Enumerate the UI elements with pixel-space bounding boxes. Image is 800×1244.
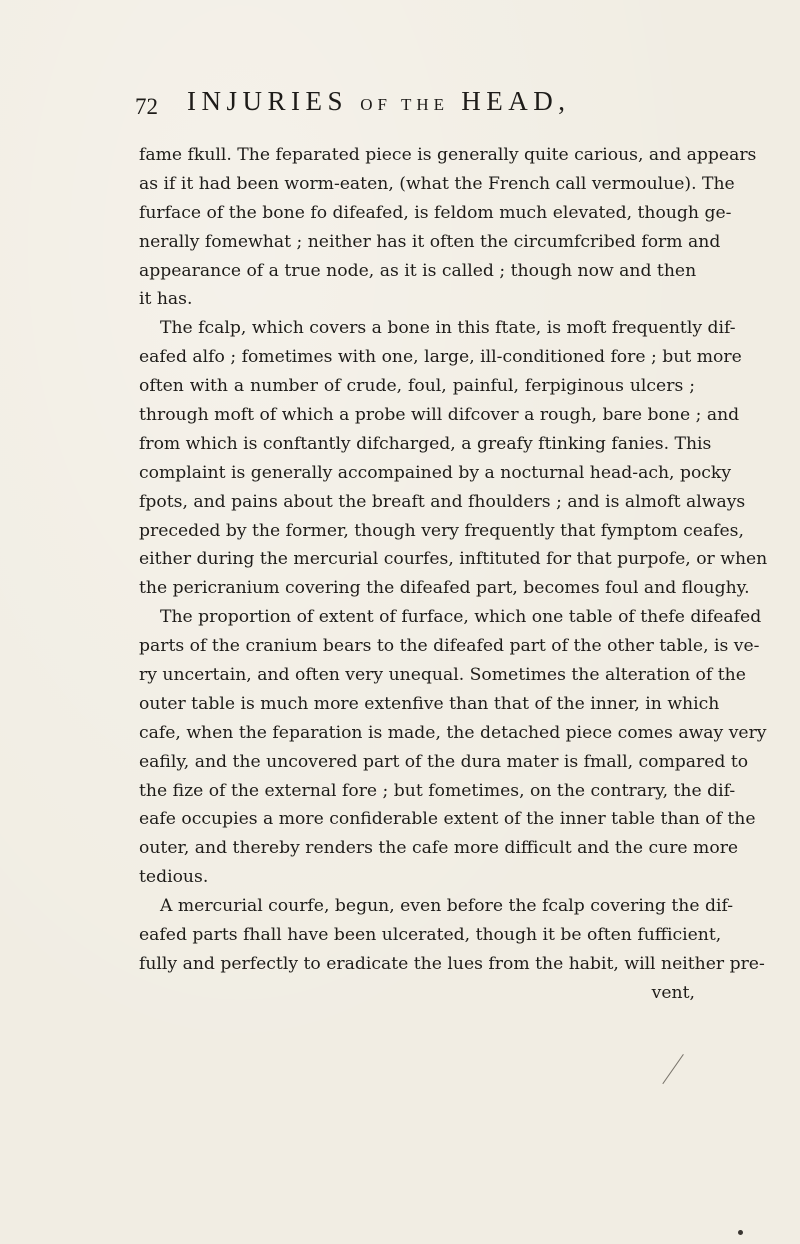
body-text xyxy=(139,141,768,1008)
text-line: nerally fomewhat ; neither has it often the circumfcribed form and xyxy=(139,231,721,252)
text-line: fully and perfectly to eradicate the lues from the habit, will neither pre- xyxy=(139,953,765,974)
text-line: parts of the cranium bears to the difeafed part of the other table, is ve- xyxy=(139,636,760,657)
text-line: eafily, and the uncovered part of the dura mater is fmall, compared to xyxy=(139,751,749,772)
page-header xyxy=(135,86,695,126)
catchword: vent, xyxy=(651,982,695,1003)
text-line: furface of the bone fo difeafed, is feldom much elevated, though ge- xyxy=(139,202,732,223)
text-line: fpots, and pains about the breaft and fhoulders ; and is almoft always xyxy=(139,491,746,512)
text-line: The proportion of extent of furface, which one table of thefe difeafed xyxy=(160,607,762,628)
text-line: ry uncertain, and often very unequal. Sometimes the alteration of the xyxy=(139,665,746,686)
text-line: eafed parts fhall have been ulcerated, though it be often fufficient, xyxy=(139,925,722,946)
running-head-part-3: HEAD, xyxy=(461,86,571,116)
text-line: cafe, when the feparation is made, the detached piece comes away very xyxy=(139,722,767,743)
text-line: preceded by the former, though very frequently that fymptom ceafes, xyxy=(139,520,744,541)
ink-speck-mark xyxy=(738,1230,743,1235)
text-line: complaint is generally accompained by a nocturnal head-ach, pocky xyxy=(139,462,732,483)
text-line: The fcalp, which covers a bone in this ftate, is moft frequently dif- xyxy=(160,318,736,339)
text-line: from which is conftantly difcharged, a greafy ftinking fanies. This xyxy=(139,433,712,454)
text-line: as if it had been worm-eaten, (what the French call vermoulue). The xyxy=(139,173,735,194)
ink-stroke-mark xyxy=(662,1054,683,1084)
text-line: A mercurial courfe, begun, even before the fcalp covering the dif- xyxy=(160,896,734,917)
text-line: through moft of which a probe will difcover a rough, bare bone ; and xyxy=(139,405,740,426)
text-line: it has. xyxy=(139,289,193,310)
running-head xyxy=(187,86,571,117)
text-line: eafe occupies a more confiderable extent of the inner table than of the xyxy=(139,809,756,830)
text-line: appearance of a true node, as it is called ; though now and then xyxy=(139,260,697,281)
page-number: 72 xyxy=(135,94,158,119)
text-line: eafed alfo ; fometimes with one, large, ill-conditioned fore ; but more xyxy=(139,347,742,368)
running-head-part-1: INJURIES xyxy=(187,86,349,116)
text-line: outer, and thereby renders the cafe more difficult and the cure more xyxy=(139,838,739,859)
text-line: tedious. xyxy=(139,867,209,888)
text-line: often with a number of crude, foul, painful, ferpiginous ulcers ; xyxy=(139,376,695,397)
running-head-part-2: OF THE xyxy=(360,95,449,114)
text-line: either during the mercurial courfes, inftituted for that purpofe, or when xyxy=(139,549,768,570)
text-line: the fize of the external fore ; but fometimes, on the contrary, the dif- xyxy=(139,780,736,801)
text-line: fame fkull. The feparated piece is generally quite carious, and appears xyxy=(139,145,757,165)
text-line: the pericranium covering the difeafed part, becomes foul and floughy. xyxy=(139,578,750,599)
text-line: outer table is much more extenfive than that of the inner, in which xyxy=(139,693,720,714)
